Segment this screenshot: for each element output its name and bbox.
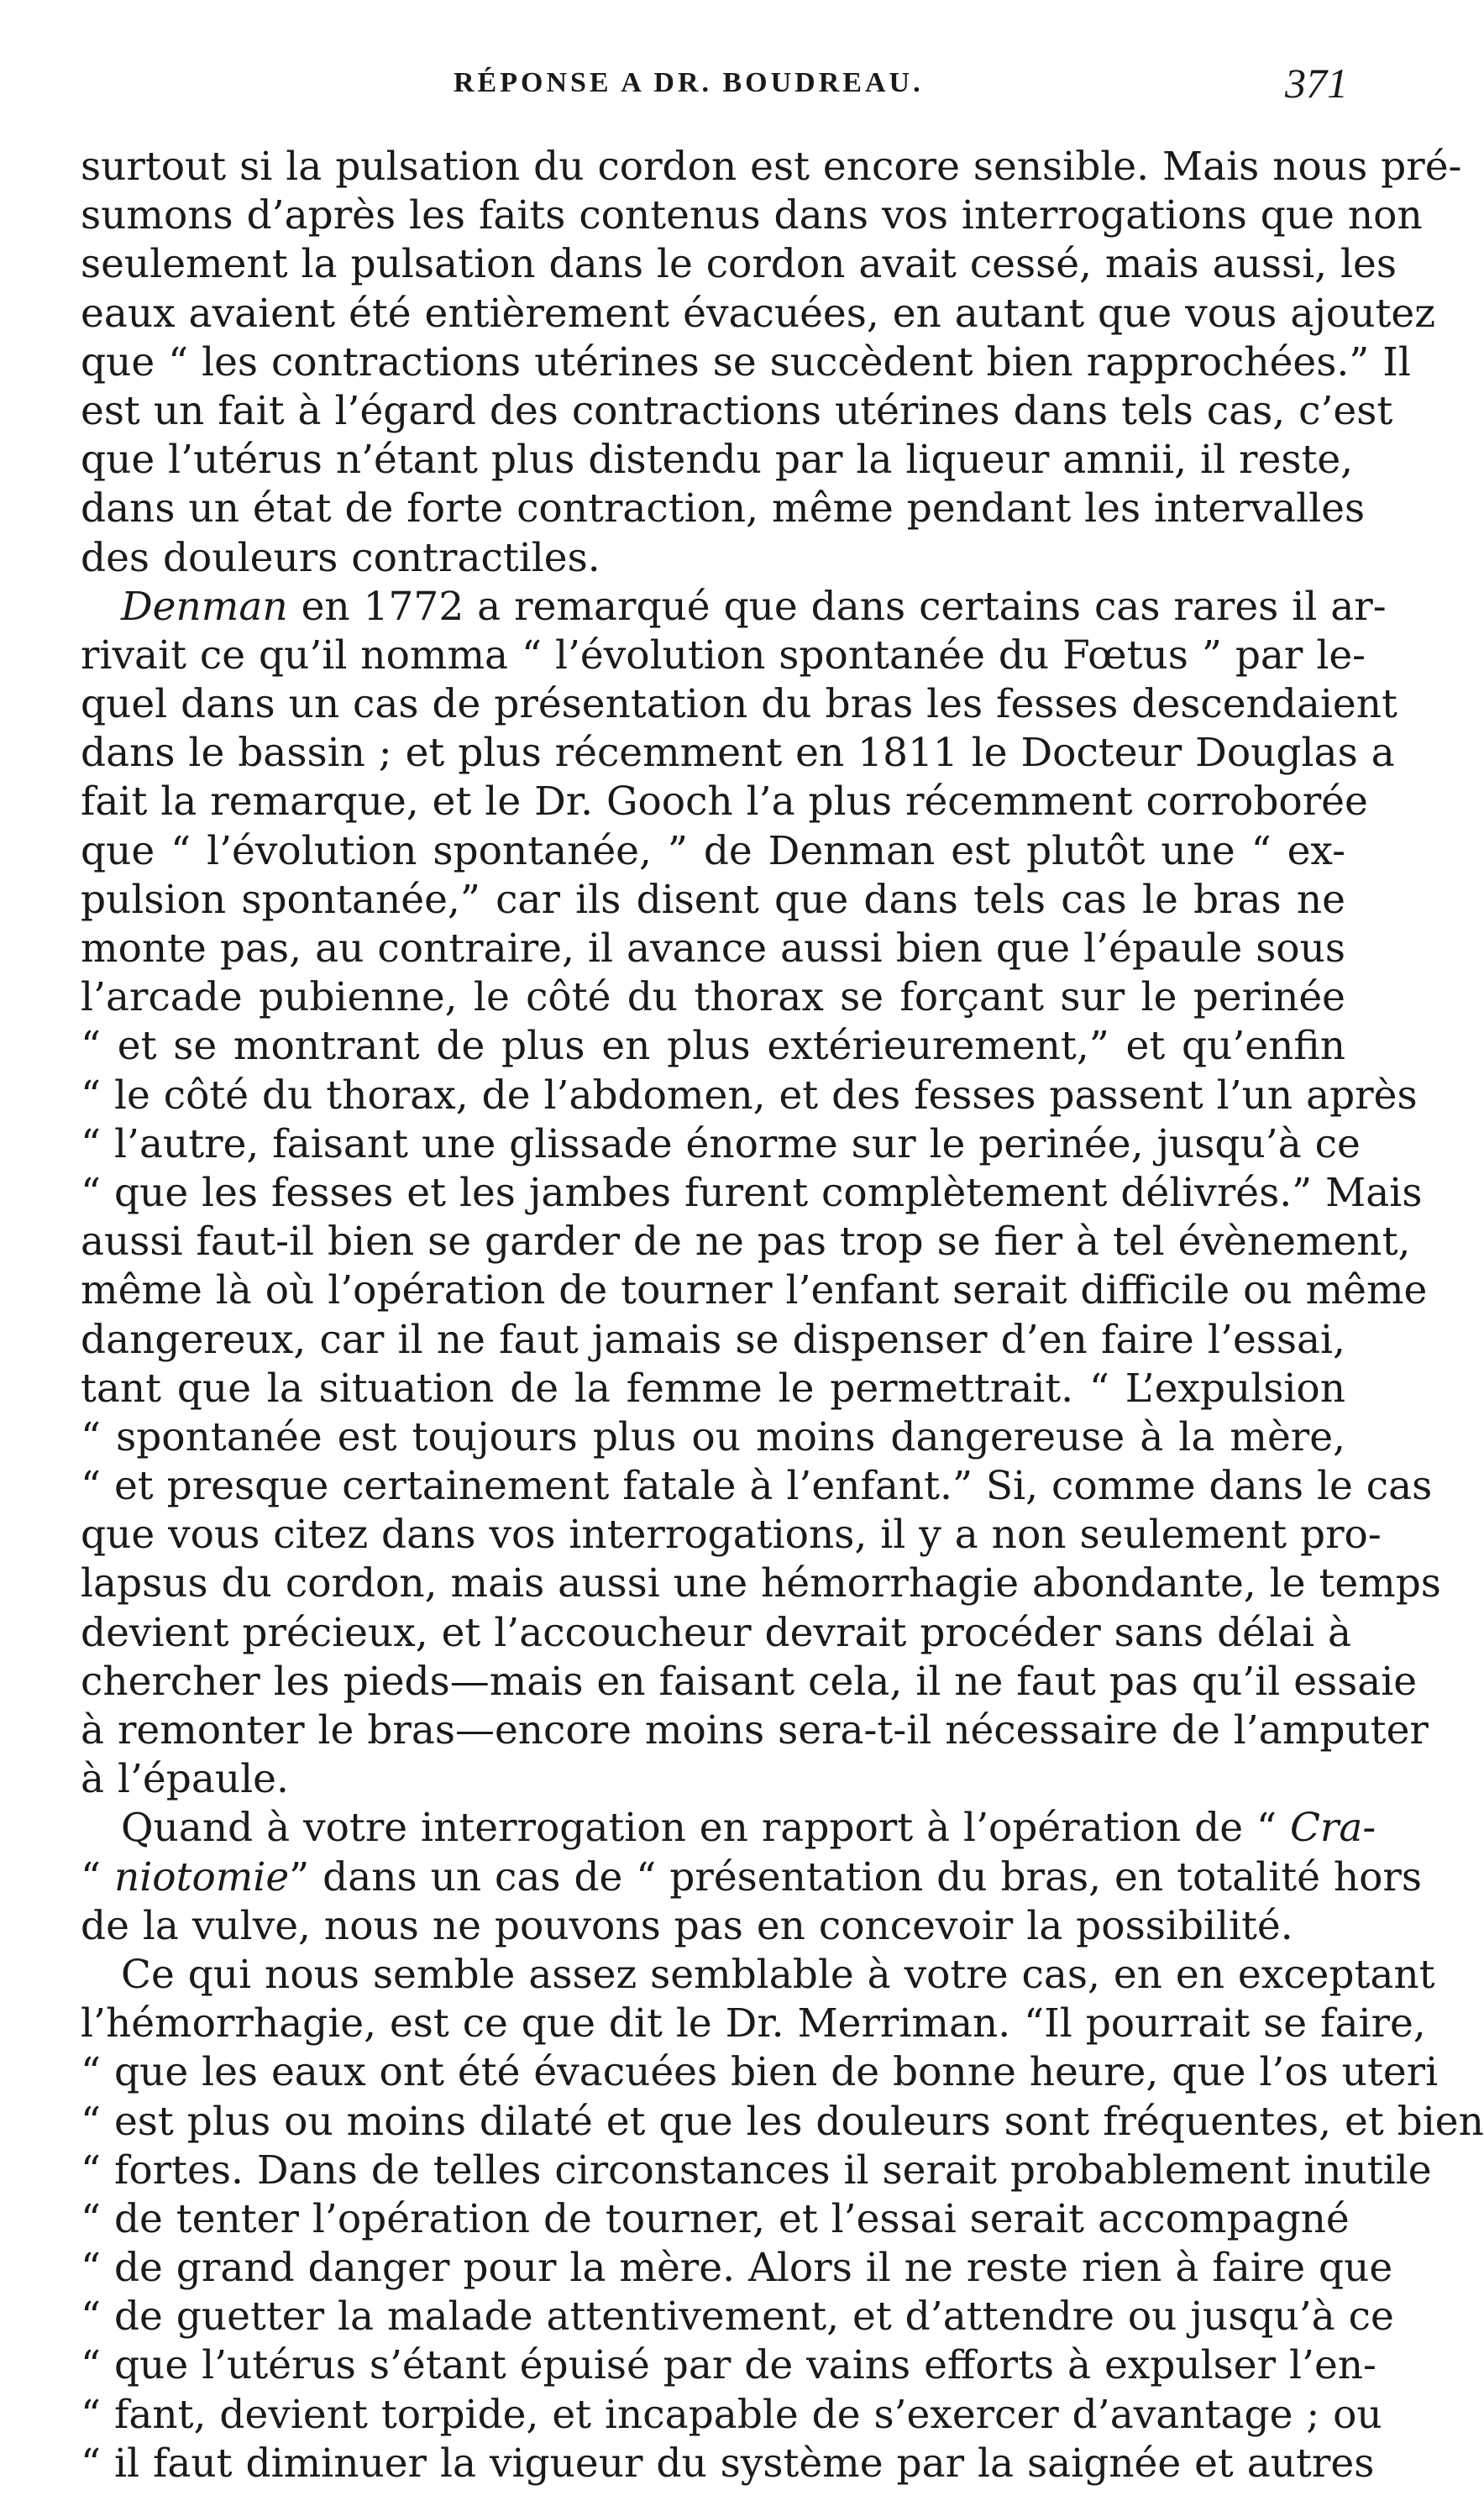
text-line: quel dans un cas de présentation du bras les fesses descendaient — [81, 681, 1397, 728]
text-line: que vous citez dans vos interrogations, il y a non seulement pro- — [81, 1512, 1382, 1559]
text-line: de la vulve, nous ne pouvons pas en concevoir la possibilité. — [81, 1902, 1293, 1949]
text-line: dans un état de forte contraction, même pendant les intervalles — [81, 485, 1366, 532]
text-line: “ que l’utérus s’étant épuisé par de vains efforts à expulser l’en- — [81, 2342, 1377, 2389]
body-text — [81, 143, 1484, 2488]
running-head-title: RÉPONSE A DR. BOUDREAU. — [454, 67, 924, 98]
text-line: des douleurs contractiles. — [81, 534, 600, 581]
text-line: aussi faut-il bien se garder de ne pas trop se fier à tel évènement, — [81, 1219, 1411, 1266]
text-line: à l’épaule. — [81, 1756, 289, 1803]
text-line: l’arcade pubienne, le côté du thorax se forçant sur le perinée — [81, 974, 1345, 1021]
text-line: surtout si la pulsation du cordon est encore sensible. Mais nous pré- — [81, 144, 1462, 190]
text-line: même là où l’opération de tourner l’enfant serait difficile ou même — [81, 1267, 1428, 1314]
text-line: “ et se montrant de plus en plus extérieurement,” et qu’enfin — [81, 1023, 1345, 1070]
text-line: “ il faut diminuer la vigueur du système par la saignée et autres — [81, 2440, 1375, 2487]
text-line: rivait ce qu’il nomma “ l’évolution spontanée du Fœtus ” par le- — [81, 632, 1366, 679]
text-line: “ que les fesses et les jambes furent complètement délivrés.” Mais — [81, 1169, 1423, 1216]
text-line: “ spontanée est toujours plus ou moins dangereuse à la mère, — [81, 1413, 1345, 1460]
text-line: “ niotomie” dans un cas de “ présentation du bras, en totalité hors — [81, 1853, 1423, 1900]
text-line: est un fait à l’égard des contractions utérines dans tels cas, c’est — [81, 387, 1393, 434]
text-line: sumons d’après les faits contenus dans vos interrogations que non — [81, 192, 1423, 239]
text-line: Ce qui nous semble assez semblable à votre cas, en en exceptant — [121, 1951, 1435, 1998]
text-line: que l’utérus n’étant plus distendu par la liqueur amnii, il reste, — [81, 437, 1354, 484]
text-line: “ fortes. Dans de telles circonstances il serait probablement inutile — [81, 2147, 1432, 2194]
text-line: à remonter le bras—encore moins sera-t-il nécessaire de l’amputer — [81, 1707, 1429, 1754]
running-head — [0, 59, 1417, 109]
text-line: que “ les contractions utérines se succèdent bien rapprochées.” Il — [81, 338, 1411, 385]
text-line: tant que la situation de la femme le permettrait. “ L’expulsion — [81, 1365, 1345, 1412]
text-line: l’hémorrhagie, est ce que dit le Dr. Merriman. “Il pourrait se faire, — [81, 2000, 1426, 2047]
text-line: pulsion spontanée,” car ils disent que dans tels cas le bras ne — [81, 876, 1345, 923]
text-line: “ que les eaux ont été évacuées bien de bonne heure, que l’os uteri — [81, 2049, 1439, 2096]
text-line: Quand à votre interrogation en rapport à l’opération de “ Cra- — [121, 1805, 1377, 1852]
text-line: “ de guetter la malade attentivement, et d’attendre ou jusqu’à ce — [81, 2293, 1394, 2341]
text-line: Denman en 1772 a remarqué que dans certains cas rares il ar- — [121, 583, 1387, 630]
text-line: devient précieux, et l’accoucheur devrait procéder sans délai à — [81, 1609, 1352, 1656]
text-line: seulement la pulsation dans le cordon avait cessé, mais aussi, les — [81, 241, 1397, 288]
text-line: que “ l’évolution spontanée, ” de Denman est plutôt une “ ex- — [81, 827, 1345, 874]
text-line: “ est plus ou moins dilaté et que les douleurs sont fréquentes, et bien — [81, 2098, 1484, 2145]
text-line: monte pas, au contraire, il avance aussi bien que l’épaule sous — [81, 925, 1345, 972]
text-line: “ de grand danger pour la mère. Alors il ne reste rien à faire que — [81, 2245, 1393, 2292]
page-number: 371 — [1285, 60, 1348, 107]
text-line: chercher les pieds—mais en faisant cela, il ne faut pas qu’il essaie — [81, 1658, 1418, 1705]
text-line: dangereux, car il ne faut jamais se dispenser d’en faire l’essai, — [81, 1316, 1345, 1363]
text-line: “ de tenter l’opération de tourner, et l’essai serait accompagné — [81, 2195, 1350, 2242]
text-line: “ et presque certainement fatale à l’enfant.” Si, comme dans le cas — [81, 1463, 1433, 1510]
text-line: fait la remarque, et le Dr. Gooch l’a plus récemment corroborée — [81, 778, 1368, 826]
text-line: eaux avaient été entièrement évacuées, en autant que vous ajoutez — [81, 290, 1435, 337]
text-line: “ fant, devient torpide, et incapable de s’exercer d’avantage ; ou — [81, 2391, 1382, 2438]
text-line: “ l’autre, faisant une glissade énorme sur le perinée, jusqu’à ce — [81, 1120, 1361, 1167]
text-line: lapsus du cordon, mais aussi une hémorrhagie abondante, le temps — [81, 1560, 1441, 1607]
text-line: “ le côté du thorax, de l’abdomen, et des fesses passent l’un après — [81, 1072, 1418, 1119]
text-line: dans le bassin ; et plus récemment en 1811 le Docteur Douglas a — [81, 730, 1395, 777]
